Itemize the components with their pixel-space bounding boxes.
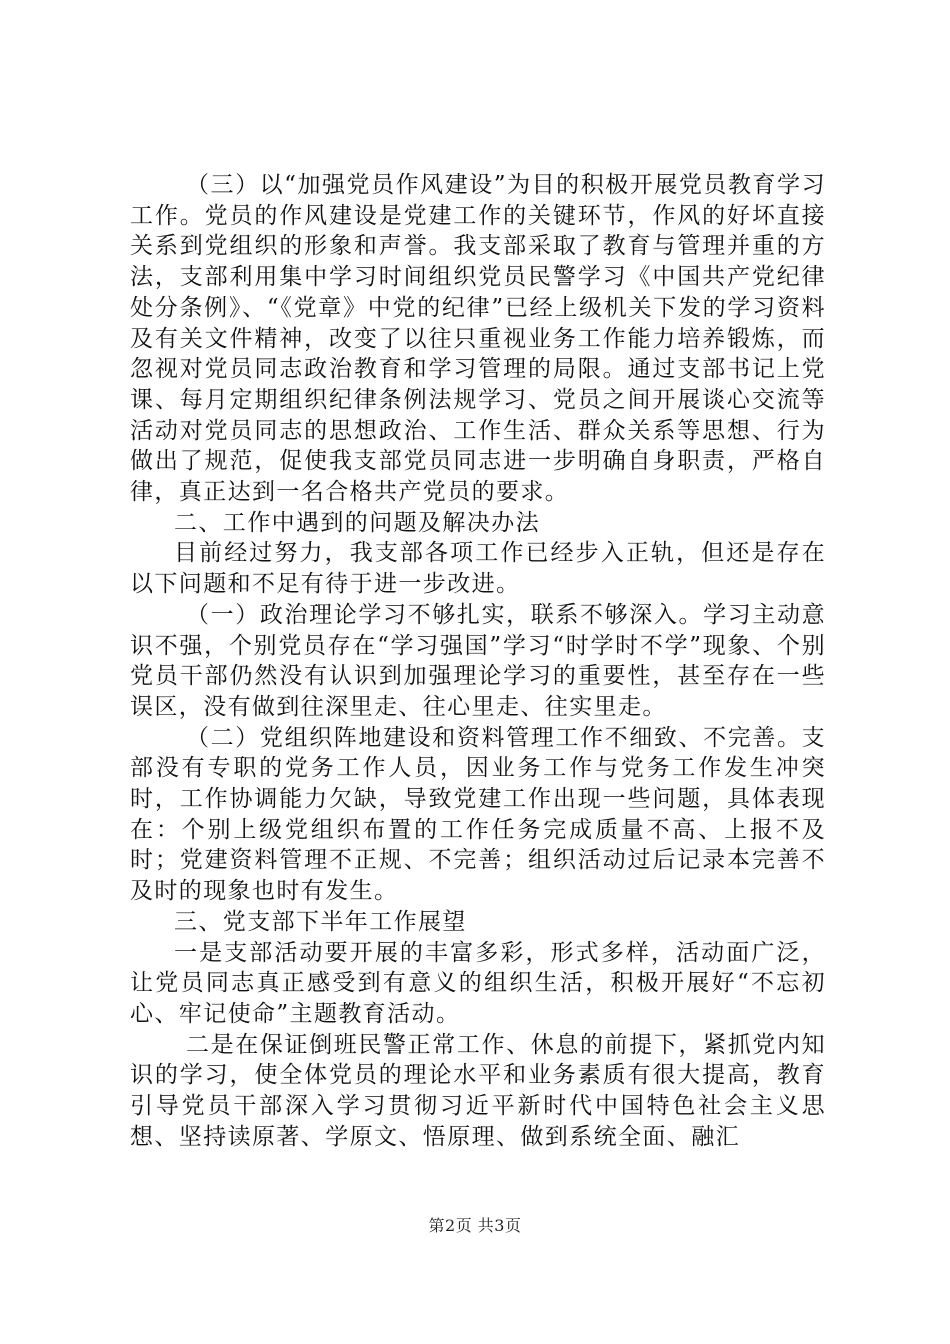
paragraph-problem-one: （一）政治理论学习不够扎实，联系不够深入。学习主动意识不强，个别党员存在“学习强国”学习“时学时不学”现象、个别党员干部仍然没有认识到加强理论学习的重要性，甚至存在一些误区，没有做到往深里走、往心里走、往实里走。 (130, 601, 826, 720)
section-heading-problems: 二、工作中遇到的问题及解决办法 (174, 509, 540, 536)
document-body (130, 170, 826, 1153)
paragraph-party-style-building: （三）以“加强党员作风建设”为目的积极开展党员教育学习工作。党员的作风建设是党建工作的关键环节，作风的好坏直接关系到党组织的形象和声誉。我支部采取了教育与管理并重的方法，支部利用集中学习时间组织党员民警学习《中国共产党纪律处分条例》、“《党章》中党的纪律”已经上级机关下发的学习资料及有关文件精神，改变了以往只重视业务工作能力培养锻炼，而忽视对党员同志政治教育和学习管理的局限。通过支部书记上党课、每月定期组织纪律条例法规学习、党员之间开展谈心交流等活动对党员同志的思想政治、工作生活、群众关系等思想、行为做出了规范，促使我支部党员同志进一步明确自身职责，严格自律，真正达到一名合格共产党员的要求。 (130, 172, 826, 506)
paragraph-outlook-two: 二是在保证倒班民警正常工作、休息的前提下，紧抓党内知识的学习，使全体党员的理论水平和业务素质有很大提高，教育引导党员干部深入学习贯彻习近平新时代中国特色社会主义思想、坚持读原著、学原文、悟原理、做到系统全面、融汇 (130, 1031, 826, 1150)
paragraph-problems-intro: 目前经过努力，我支部各项工作已经步入正轨，但还是存在以下问题和不足有待于进一步改进。 (130, 540, 826, 598)
paragraph-outlook-one: 一是支部活动要开展的丰富多彩，形式多样，活动面广泛，让党员同志真正感受到有意义的组织生活，积极开展好“不忘初心、牢记使命”主题教育活动。 (130, 939, 826, 1027)
section-heading-outlook: 三、党支部下半年工作展望 (174, 908, 467, 935)
page-number-footer: 第2页 共3页 (428, 1216, 522, 1235)
paragraph-problem-two: （二）党组织阵地建设和资料管理工作不细致、不完善。支部没有专职的党务工作人员，因业务工作与党务工作发生冲突时，工作协调能力欠缺，导致党建工作出现一些问题，具体表现在：个别上级党组织布置的工作任务完成质量不高、上报不及时；党建资料管理不正规、不完善；组织活动过后记录本完善不及时的现象也时有发生。 (130, 724, 826, 905)
